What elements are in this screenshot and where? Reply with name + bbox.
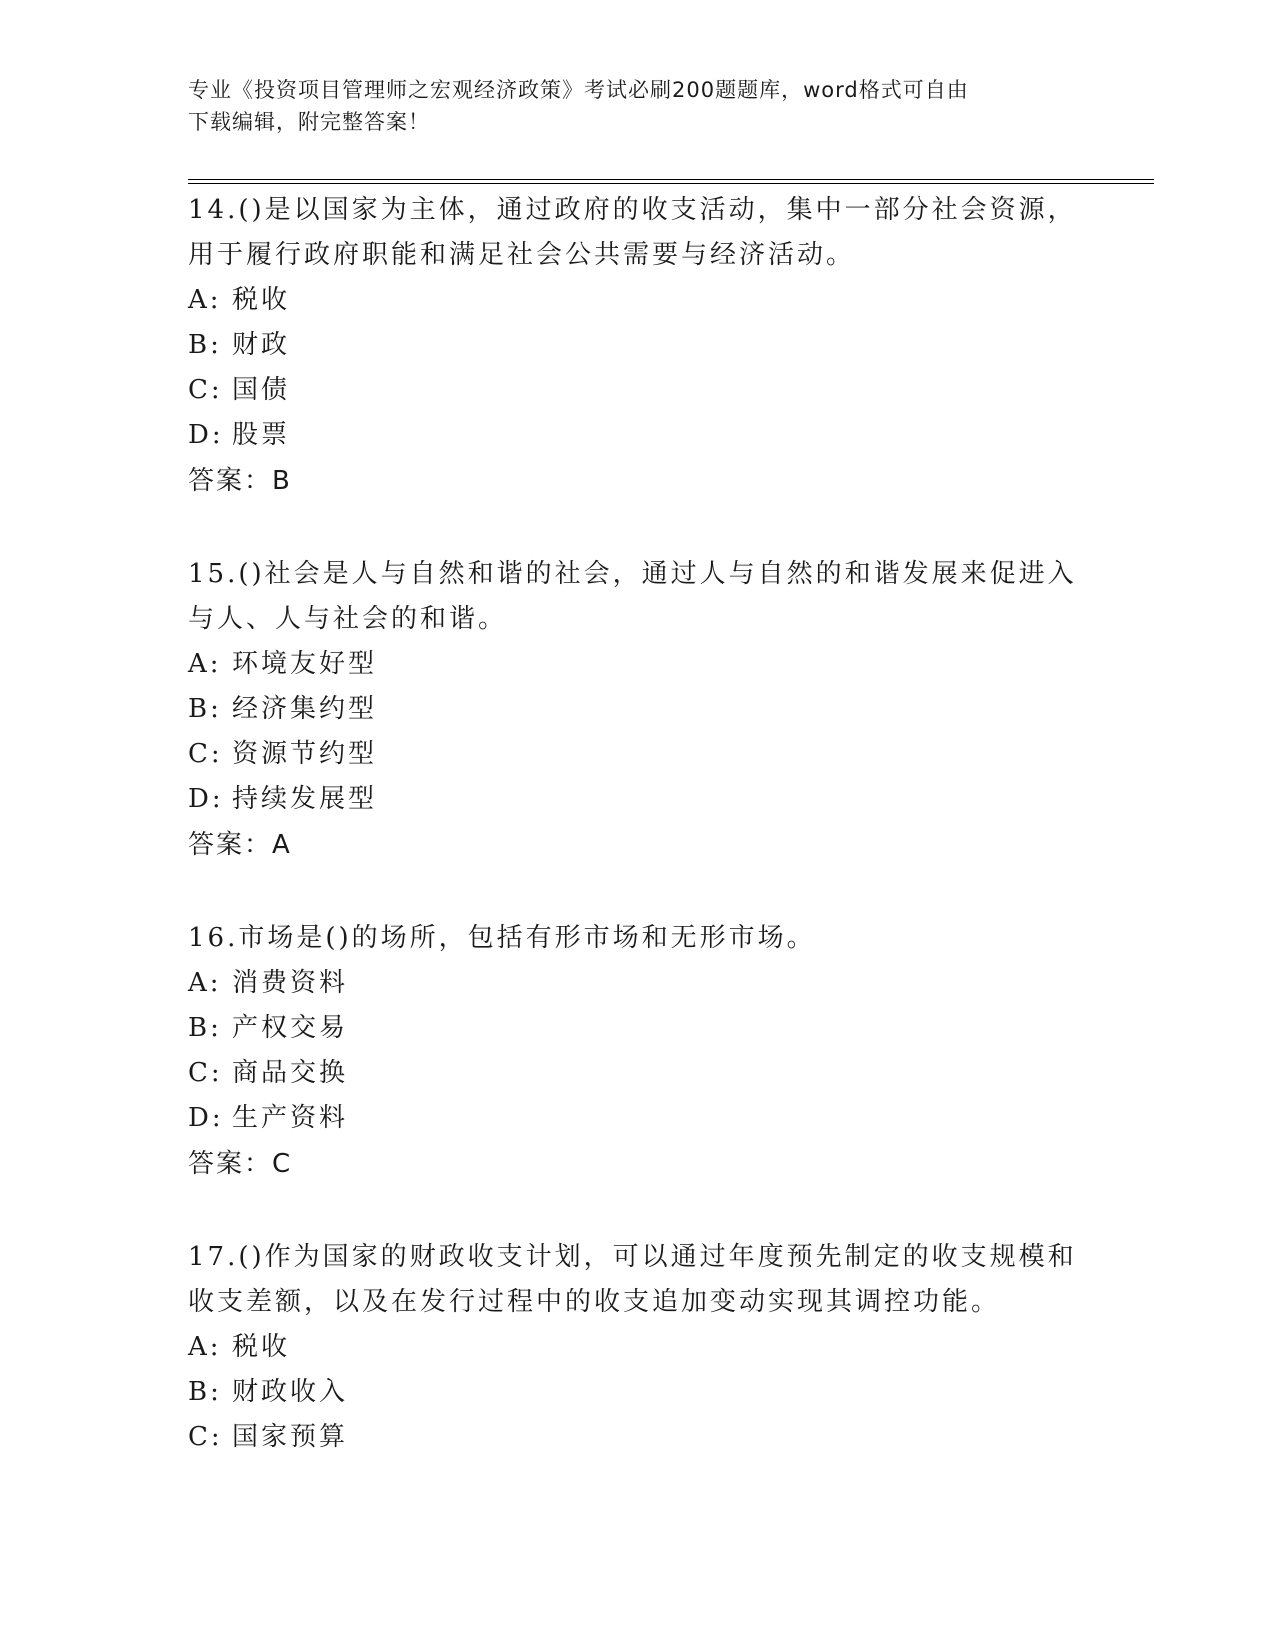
- question-14: [188, 188, 1088, 504]
- header-line-2: 下载编辑，附完整答案！: [188, 110, 430, 134]
- option-text: 生产资料: [232, 1103, 349, 1133]
- option-letter: C:: [188, 375, 223, 405]
- answer-line: 答案：B: [188, 466, 292, 496]
- option-text: 产权交易: [232, 1013, 349, 1043]
- option-letter: A:: [188, 285, 222, 315]
- question-17: [188, 1235, 1088, 1460]
- question-15: [188, 552, 1088, 868]
- question-stem: 16.市场是()的场所，包括有形市场和无形市场。: [188, 923, 816, 953]
- option-text: 税收: [232, 1332, 291, 1362]
- option-text: 国债: [232, 375, 291, 405]
- option-letter: B:: [188, 330, 222, 360]
- header-divider-top: [188, 179, 1154, 180]
- option-c: [188, 368, 1088, 413]
- option-d: [188, 413, 1088, 458]
- question-stem-continued: 收支差额，以及在发行过程中的收支追加变动实现其调控功能。: [188, 1287, 1001, 1317]
- question-stem: 17.()作为国家的财政收支计划，可以通过年度预先制定的收支规模和: [188, 1242, 1077, 1272]
- option-a: [188, 961, 1088, 1006]
- option-text: 经济集约型: [232, 694, 378, 724]
- option-text: 股票: [232, 420, 291, 450]
- answer-line: 答案：C: [188, 1149, 293, 1179]
- option-d: [188, 777, 1088, 822]
- header-line-1: 专业《投资项目管理师之宏观经济政策》考试必刷200题题库，word格式可自由: [188, 78, 969, 102]
- option-b: [188, 1006, 1088, 1051]
- option-a: [188, 642, 1088, 687]
- option-b: [188, 1370, 1088, 1415]
- question-16: [188, 916, 1088, 1187]
- option-text: 环境友好型: [232, 649, 378, 679]
- question-list: [188, 188, 1088, 1460]
- option-letter: A:: [188, 649, 222, 679]
- option-letter: A:: [188, 968, 222, 998]
- option-letter: D:: [188, 420, 224, 450]
- option-letter: C:: [188, 1058, 223, 1088]
- option-letter: C:: [188, 739, 223, 769]
- option-letter: D:: [188, 1103, 224, 1133]
- option-text: 国家预算: [232, 1422, 349, 1452]
- option-a: [188, 278, 1088, 323]
- option-text: 资源节约型: [232, 739, 378, 769]
- option-c: [188, 732, 1088, 777]
- header-divider-bottom: [188, 183, 1154, 184]
- option-text: 商品交换: [232, 1058, 349, 1088]
- question-stem: 14.()是以国家为主体，通过政府的收支活动，集中一部分社会资源，: [188, 195, 1077, 225]
- option-a: [188, 1325, 1088, 1370]
- option-letter: B:: [188, 1013, 222, 1043]
- option-letter: B:: [188, 1377, 222, 1407]
- option-text: 消费资料: [232, 968, 349, 998]
- question-stem: 15.()社会是人与自然和谐的社会，通过人与自然的和谐发展来促进入: [188, 559, 1077, 589]
- option-text: 税收: [232, 285, 291, 315]
- option-text: 持续发展型: [232, 784, 378, 814]
- answer-line: 答案：A: [188, 830, 292, 860]
- option-d: [188, 1096, 1088, 1141]
- option-text: 财政收入: [232, 1377, 349, 1407]
- option-letter: B:: [188, 694, 222, 724]
- option-b: [188, 687, 1088, 732]
- option-text: 财政: [232, 330, 291, 360]
- question-stem-continued: 与人、人与社会的和谐。: [188, 604, 508, 634]
- option-c: [188, 1051, 1088, 1096]
- option-b: [188, 323, 1088, 368]
- option-letter: C:: [188, 1422, 223, 1452]
- option-c: [188, 1415, 1088, 1460]
- document-header: [188, 74, 1088, 138]
- option-letter: A:: [188, 1332, 222, 1362]
- question-stem-continued: 用于履行政府职能和满足社会公共需要与经济活动。: [188, 240, 856, 270]
- option-letter: D:: [188, 784, 224, 814]
